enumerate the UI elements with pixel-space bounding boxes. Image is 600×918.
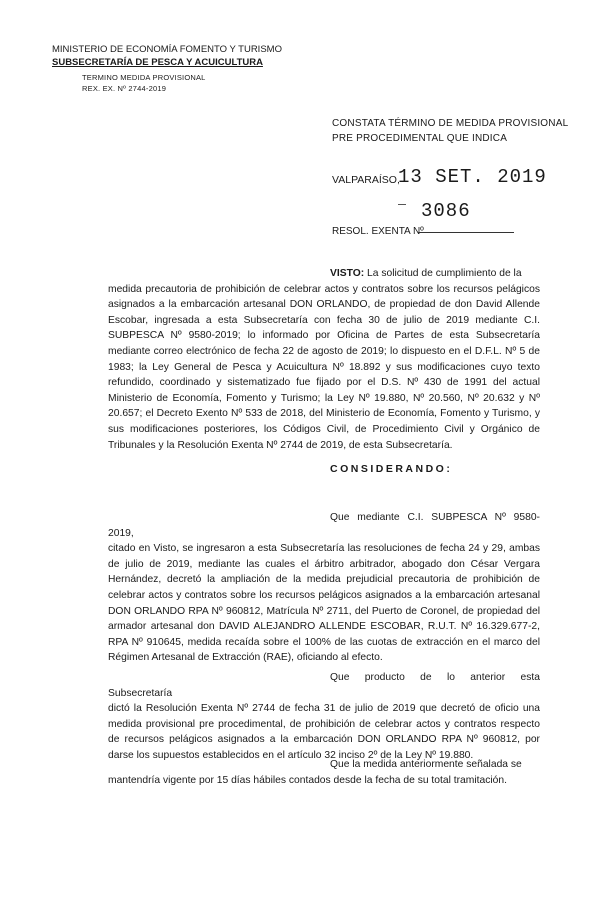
- resolution-label: RESOL. EXENTA Nº: [332, 226, 424, 237]
- resolution-number: 3086: [421, 200, 471, 222]
- visto-paragraph: [108, 266, 540, 453]
- visto-text-first: La solicitud de cumplimiento de la: [367, 268, 522, 279]
- subsecretaria-name: SUBSECRETARÍA DE PESCA Y ACUICULTURA: [52, 57, 263, 68]
- place: VALPARAÍSO,: [332, 174, 400, 186]
- considerando-paragraph-3: [108, 757, 540, 788]
- considerando-paragraph-1: [108, 510, 540, 666]
- considerando-1-first-line: Que mediante C.I. SUBPESCA Nº 9580-2019,: [108, 512, 540, 539]
- considerando-2-first-line: Que producto de lo anterior esta Subsecretaría: [108, 672, 540, 699]
- mark-line: [398, 204, 406, 205]
- stamped-date: 13 SET. 2019: [398, 166, 547, 188]
- considerando-paragraph-2: [108, 670, 540, 764]
- considerando-2-text: dictó la Resolución Exenta Nº 2744 de fecha 31 de julio de 2019 que decretó de oficio una medida provisional pre procedimental, de prohibición de celebrar actos y contratos respecto de recursos pelágicos asignados a la embarcación DON ORLANDO RPA Nº 960812, por darse los supuestos establecidos en el artículo 32 inciso 2º de la Ley Nº 19.880.: [108, 703, 540, 761]
- document-title-line-2: PRE PROCEDIMENTAL QUE INDICA: [332, 133, 508, 144]
- visto-label: VISTO:: [330, 268, 365, 279]
- reference-line-1: TERMINO MEDIDA PROVISIONAL: [82, 73, 206, 82]
- document-title-line-1: CONSTATA TÉRMINO DE MEDIDA PROVISIONAL: [332, 118, 569, 129]
- ministry-name: MINISTERIO DE ECONOMÍA FOMENTO Y TURISMO: [52, 44, 282, 55]
- resolution-number-underline: [418, 232, 514, 233]
- considerando-3-first-line: Que la medida anteriormente señalada se: [330, 759, 522, 770]
- visto-text: medida precautoria de prohibición de celebrar actos y contratos sobre los recursos pelágicos asignados a la embarcación artesanal DON ORLANDO, de propiedad de don David Allende Escobar, ingresada a esta Subsecretaría con fecha 30 de julio de 2019 mediante C.I. SUBPESCA Nº 9580-2019; lo informado por Oficina de Partes de esta Subsecretaría mediante correo electrónico de fecha 22 de agosto de 2019; lo dispuesto en el D.F.L. Nº 5 de 1983; la Ley General de Pesca y Acuicultura Nº 18.892 y sus modificaciones cuyo texto refundido, coordinado y sistematizado fue fijado por el D.S. Nº 430 de 1991 del actual Ministerio de Economía, Fomento y Turismo; la Ley Nº 19.880, Nº 20.560, Nº 20.632 y Nº 20.657; el Decreto Exento Nº 533 de 2018, del Ministerio de Economía, Fomento y Turismo, y sus modificaciones posteriores, los Códigos Civil, de Procedimiento Civil y Orgánico de Tribunales y la Resolución Exenta Nº 2744 de 2019, de esta Subsecretaría.: [108, 283, 540, 451]
- reference-line-2: REX. EX. Nº 2744-2019: [82, 84, 167, 93]
- considerando-3-text: mantendría vigente por 15 días hábiles contados desde la fecha de su total tramitación.: [108, 774, 507, 786]
- considerando-1-text: citado en Visto, se ingresaron a esta Subsecretaría las resoluciones de fecha 24 y 29, ambas de julio de 2019, mediante las cuales el árbitro arbitrador, abogado don César Vergara Hernández, decretó la ampliación de la medida prejudicial precautoria de prohibición de celebrar actos y contratos sobre los recursos pelágicos asignados a la embarcación artesanal DON ORLANDO RPA Nº 960812, Matrícula Nº 2711, del Puerto de Coronel, de propiedad del armador artesanal don DAVID ALEJANDRO ALLENDE ESCOBAR, R.U.T. Nº 16.329.677-2, RPA Nº 910645, medida recaída sobre el 100% de las cuotas de extracción en el marco del Régimen Artesanal de Extracción (RAE), oficiando al efecto.: [108, 543, 540, 664]
- considerando-heading: CONSIDERANDO:: [330, 463, 453, 475]
